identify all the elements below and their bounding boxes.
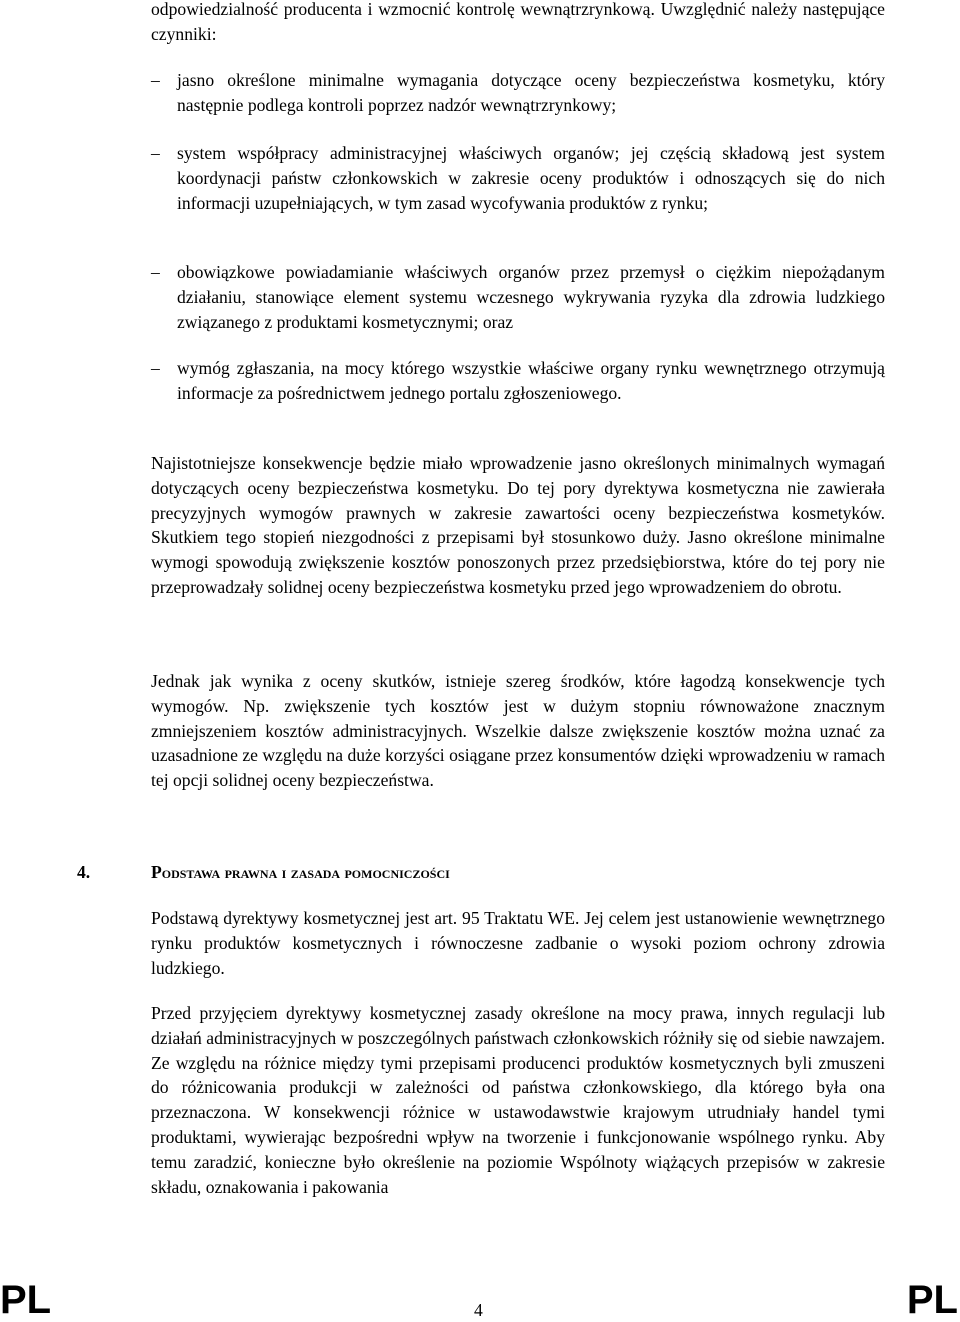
body-paragraph: Przed przyjęciem dyrektywy kosmetycznej zasady określone na mocy prawa, innych regulacji lub działań administracyjnych w poszczególnych państwach członkowskich różniły się od siebie nawzajem. Ze względu na różnice między tymi przepisami producenci produktów kosmetycznych byli zmuszeni do różnicowania produkcji w zależności od państwa członkowskiego, dla którego była ona przeznaczona. W konsekwencji różnice w ustawodawstwie krajowym utrudniały handel tymi produktami, wywierając bezpośredni wpływ na tworzenie i funkcjonowanie wspólnego rynku. Aby temu zaradzić, konieczne było określenie na poziomie Wspólnoty wiążących przepisów w zakresie składu, oznakowania i pakowania xyxy=(151,1003,885,1197)
bullet-dash: – xyxy=(151,70,160,90)
bullet-item xyxy=(151,356,885,406)
bullet-text: system współpracy administracyjnej właściwych organów; jej częścią składową jest system koordynacji państw członkowskich w zakresie oceny produktów i odnoszących się do nich informacji uzupełniających, w tym zasad wycofywania produktów z rynku; xyxy=(177,143,885,213)
section-number: 4. xyxy=(77,862,91,882)
section-title: Podstawa prawna i zasada pomocniczości xyxy=(151,862,450,882)
bullet-dash: – xyxy=(151,262,160,282)
bullet-dash: – xyxy=(151,143,160,163)
body-paragraph: Podstawą dyrektywy kosmetycznej jest art. 95 Traktatu WE. Jej celem jest ustanowienie wewnętrznego rynku produktów kosmetycznych i równoczesne zadbanie o wysoki poziom ochrony zdrowia ludzkiego. xyxy=(151,908,885,978)
body-paragraph: Jednak jak wynika z oceny skutków, istnieje szereg środków, które łagodzą konsekwencje tych wymogów. Np. zwiększenie tych kosztów jest w dużym stopniu równoważone znacznym zmniejszeniem kosztów administracyjnych. Wszelkie dalsze zwiększenie kosztów można uznać za uzasadnione ze względu na duże korzyści osiągane przez konsumentów dzięki wprowadzeniu w ramach tej opcji solidnej oceny bezpieczeństwa. xyxy=(151,671,885,791)
footer-language-right: PL xyxy=(906,1278,958,1322)
bullet-text: obowiązkowe powiadamianie właściwych organów przez przemysł o ciężkim niepożądanym działaniu, stanowiące element systemu wczesnego wykrywania ryzyka dla zdrowia ludzkiego związanego z produktami kosmetycznymi; oraz xyxy=(177,262,885,332)
body-paragraph: Najistotniejsze konsekwencje będzie miało wprowadzenie jasno określonych minimalnych wymagań dotyczących oceny bezpieczeństwa kosmetyku. Do tej pory dyrektywa kosmetyczna nie zawierała precyzyjnych wymogów prawnych w zakresie zawartości oceny bezpieczeństwa kosmetyków. Skutkiem tego stopień niezgodności z przepisami był stosunkowo duży. Jasno określone minimalne wymogi spowodują zwiększenie kosztów ponoszonych przez przedsiębiorstwa, które do tej pory nie przeprowadzały solidnej oceny bezpieczeństwa kosmetyku przed jego wprowadzeniem do obrotu. xyxy=(151,453,885,597)
page-number: 4 xyxy=(474,1300,483,1320)
footer-language-left: PL xyxy=(0,1278,52,1322)
bullet-item xyxy=(151,141,885,215)
bullet-text: jasno określone minimalne wymagania dotyczące oceny bezpieczeństwa kosmetyku, który następnie podlega kontroli poprzez nadzór wewnątrzrynkowy; xyxy=(177,70,885,115)
bullet-dash: – xyxy=(151,358,160,378)
bullet-item xyxy=(151,68,885,118)
intro-paragraph: odpowiedzialność producenta i wzmocnić kontrolę wewnątrzrynkową. Uwzględnić należy następujące czynniki: xyxy=(151,0,885,44)
bullet-text: wymóg zgłaszania, na mocy którego wszystkie właściwe organy rynku wewnętrznego otrzymują informacje za pośrednictwem jednego portalu zgłoszeniowego. xyxy=(177,358,885,403)
bullet-item xyxy=(151,260,885,334)
